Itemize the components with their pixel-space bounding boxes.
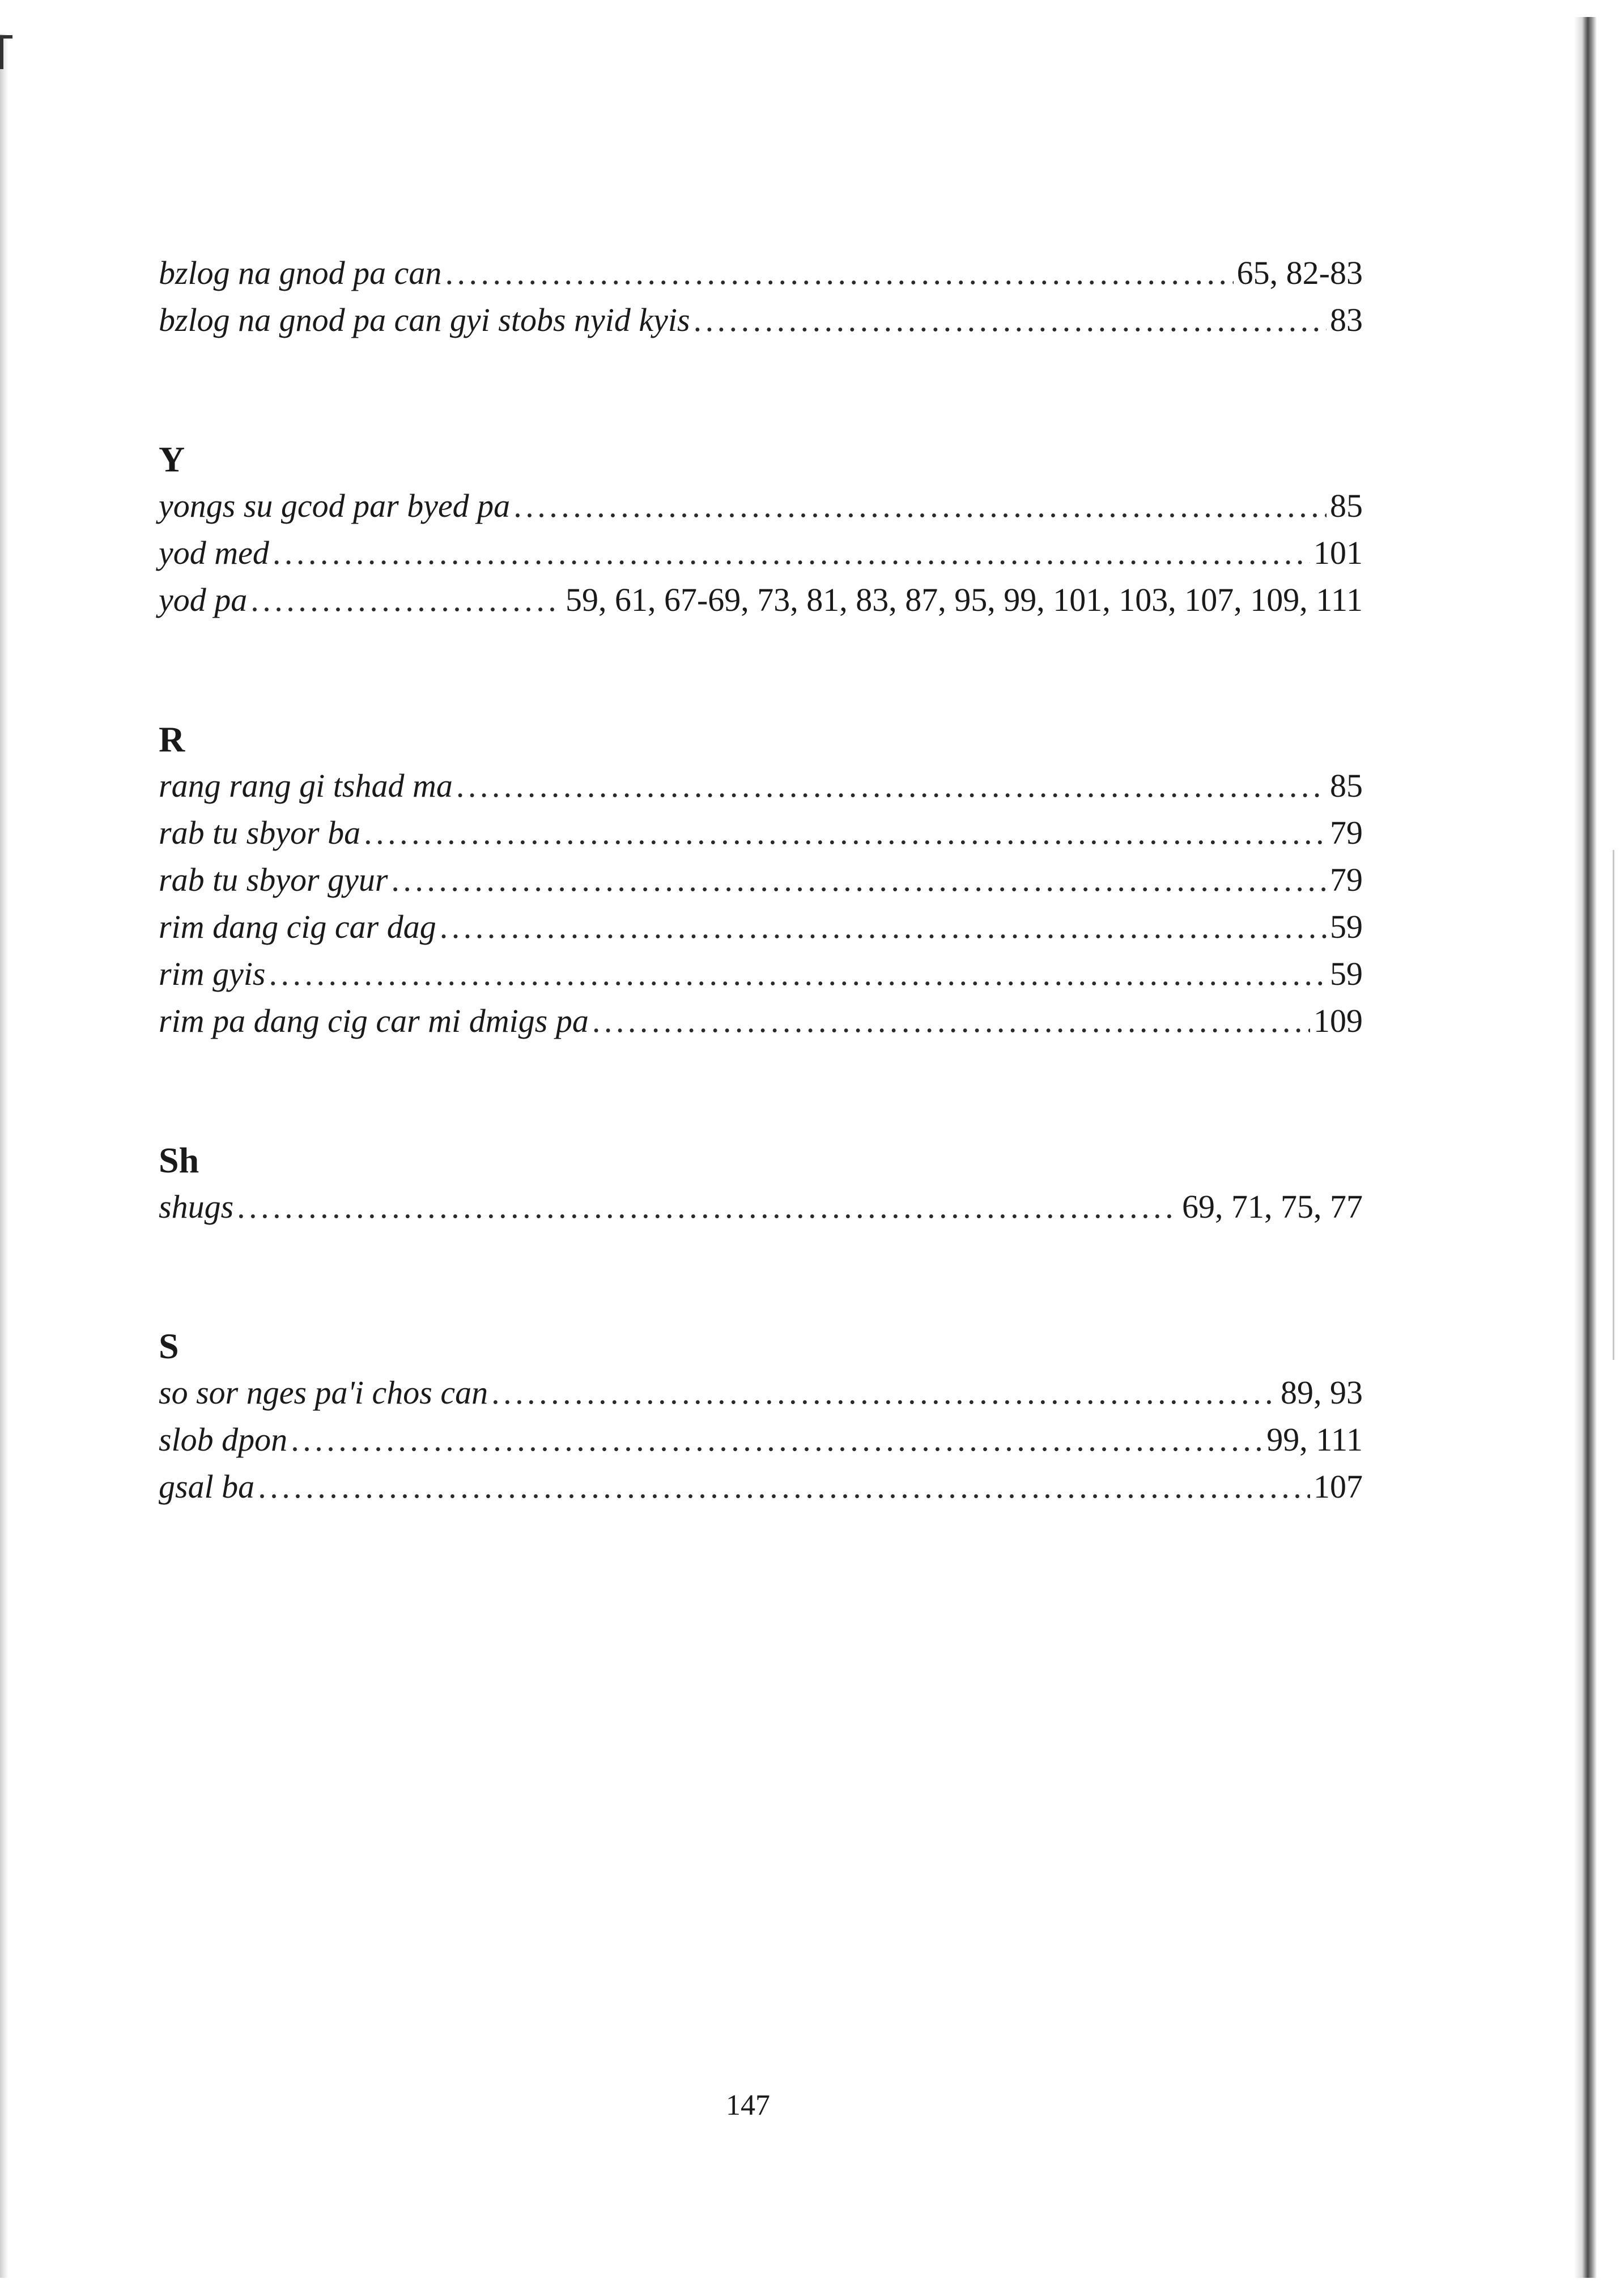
index-term: bzlog na gnod pa can — [159, 254, 442, 291]
index-pages: 85 — [1330, 487, 1363, 524]
dot-leader — [694, 296, 1327, 343]
index-pages: 59, 61, 67-69, 73, 81, 83, 87, 95, 99, 101, 103, 107, 109, 111 — [565, 581, 1363, 618]
index-term: rim gyis — [159, 955, 266, 992]
index-entry — [159, 529, 1363, 576]
index-entry — [159, 1369, 1363, 1416]
scan-edge-line — [1613, 850, 1614, 1360]
index-term: yod med — [159, 534, 269, 571]
dot-leader — [391, 856, 1327, 903]
index-term: slob dpon — [159, 1421, 288, 1458]
index-term: shugs — [159, 1188, 234, 1225]
section-letter: R — [159, 719, 185, 759]
index-entry — [159, 950, 1363, 997]
index-entry — [159, 903, 1363, 950]
section-letter: S — [159, 1326, 179, 1366]
index-pages: 109 — [1313, 1002, 1363, 1039]
index-pages: 99, 111 — [1266, 1421, 1363, 1458]
scan-corner-mark-vertical — [0, 35, 3, 69]
dot-leader — [273, 529, 1310, 576]
index-entry — [159, 482, 1363, 529]
index-pages: 101 — [1313, 534, 1363, 571]
index-entry — [159, 576, 1363, 623]
index-term: rab tu sbyor ba — [159, 814, 361, 851]
index-entry — [159, 1416, 1363, 1463]
index-term: yongs su gcod par byed pa — [159, 487, 511, 524]
index-section-r — [159, 717, 1363, 1044]
index-entry — [159, 856, 1363, 903]
dot-leader — [269, 950, 1327, 997]
index-pages: 89, 93 — [1281, 1374, 1363, 1411]
index-entry — [159, 1183, 1363, 1230]
index-term: so sor nges pa'i chos can — [159, 1374, 488, 1411]
glossary-index — [159, 249, 1363, 1510]
index-term: gsal ba — [159, 1468, 255, 1505]
dot-leader — [456, 762, 1327, 809]
index-entry — [159, 809, 1363, 856]
dot-leader — [237, 1183, 1179, 1230]
index-section-y — [159, 437, 1363, 623]
section-letter: Sh — [159, 1140, 199, 1180]
index-pages: 59 — [1330, 908, 1363, 945]
index-pages: 69, 71, 75, 77 — [1182, 1188, 1363, 1225]
index-pages: 59 — [1330, 955, 1363, 992]
index-term: rim dang cig car dag — [159, 908, 436, 945]
scan-edge-left — [0, 34, 8, 2278]
index-term: yod pa — [159, 581, 248, 618]
dot-leader — [258, 1463, 1310, 1510]
section-letter: Y — [159, 439, 185, 479]
index-term: bzlog na gnod pa can gyi stobs nyid kyis — [159, 301, 690, 338]
index-term: rim pa dang cig car mi dmigs pa — [159, 1002, 589, 1039]
index-term: rab tu sbyor gyur — [159, 861, 388, 898]
index-section-continued — [159, 249, 1363, 343]
dot-leader — [491, 1369, 1277, 1416]
index-entry — [159, 296, 1363, 343]
index-section-sh — [159, 1138, 1363, 1230]
dot-leader — [592, 997, 1310, 1044]
index-pages: 65, 82-83 — [1236, 254, 1363, 291]
page-number: 147 — [726, 2089, 770, 2121]
index-entry — [159, 762, 1363, 809]
index-pages: 107 — [1313, 1468, 1363, 1505]
index-entry — [159, 1463, 1363, 1510]
index-entry — [159, 997, 1363, 1044]
dot-leader — [445, 249, 1233, 296]
index-entry — [159, 249, 1363, 296]
dot-leader — [440, 903, 1327, 950]
scan-edge-right — [1574, 17, 1597, 2278]
index-pages: 83 — [1330, 301, 1363, 338]
dot-leader — [364, 809, 1327, 856]
index-pages: 79 — [1330, 861, 1363, 898]
dot-leader — [291, 1416, 1263, 1463]
index-section-s — [159, 1324, 1363, 1510]
dot-leader — [513, 482, 1327, 529]
dot-leader — [250, 576, 562, 623]
index-pages: 79 — [1330, 814, 1363, 851]
index-pages: 85 — [1330, 767, 1363, 804]
index-term: rang rang gi tshad ma — [159, 767, 453, 804]
